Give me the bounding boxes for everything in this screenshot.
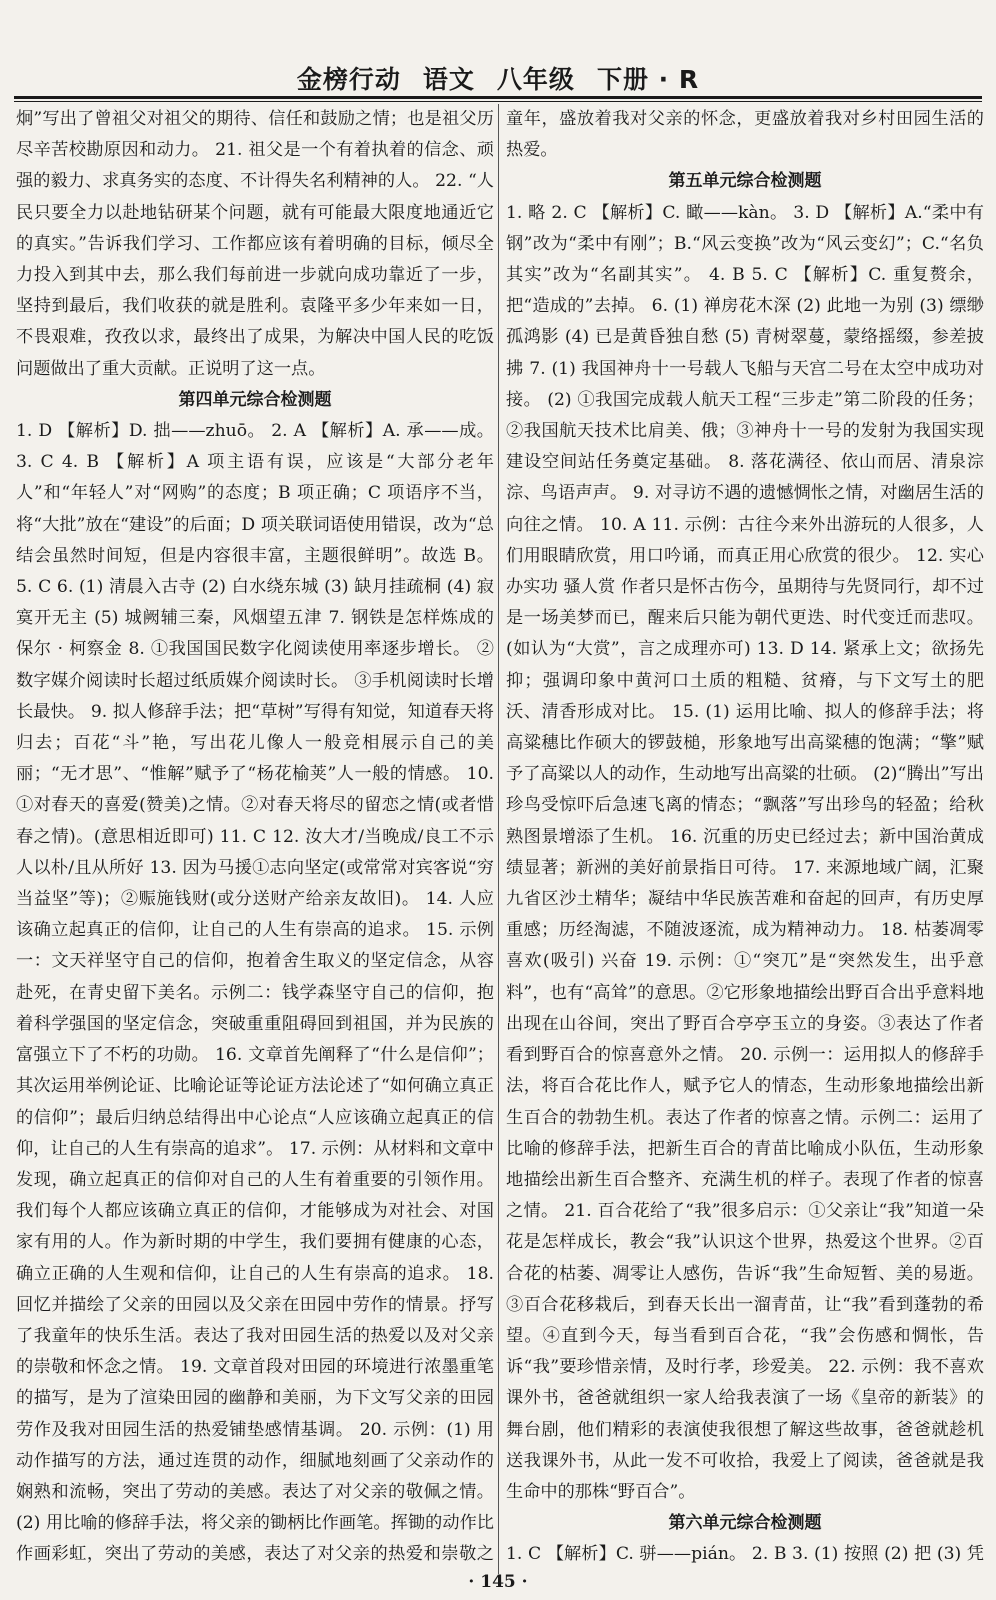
column-divider (498, 104, 499, 1574)
left-column (16, 104, 494, 1574)
unit6-answers: 1. C 【解析】C. 骈——pián。 2. B 3. (1) 按照 (2) 把 (3) 凭 (506, 1544, 984, 1565)
unit4-answers: 1. D 【解析】D. 拙——zhuō。 2. A 【解析】A. 承——成。 3. C 4. B 【解析】A 项主语有误，应该是“大部分老年人”和“年轻人”对“网购”的态度；B 项正确；C 项语序不当，将“大批”放在“建设”的后面；D 项关联词语使用错误，改为“总结会虽然时间短，但是内容很丰富，主题很鲜明”。故选 B。 5. C 6. (1) 清晨入古寺 (2) 白水绕东城 (3) 缺月挂疏桐 (4) 寂寞开无主 (5) 城阙辅三秦，风烟望五津 7. 钢铁是怎样炼成的 保尔 · 柯察金 8. ①我国国民数字化阅读使用率逐步增长。 ②数字媒介阅读时长超过纸质媒介阅读时长。 ③手机阅读时长增长最快。 9. 拟人修辞手法；把“草树”写得有知觉，知道春天将归去；百花“斗”艳，写出花儿像人一般竞相展示自己的美丽；“无才思”、“惟解”赋予了“杨花榆荚”人一般的情感。 10. ①对春天的喜爱(赞美)之情。②对春天将尽的留恋之情(或者惜春之情)。(意思相近即可) 11. C 12. 汝大才/当晚成/良工不示人以朴/且从所好 13. 因为马援①志向坚定(或常常对宾客说“穷当益坚”等)；②赈施钱财(或分送财产给亲友故旧)。 14. 人应该确立起真正的信仰，让自己的人生有崇高的追求。 15. 示例一：文天祥坚守自己的信仰，抱着舍生取义的坚定信念，从容赴死，在青史留下美名。示例二：钱学森坚守自己的信仰，抱着科学强国的坚定信念，突破重重阻碍回到祖国，并为民族的富强立下了不朽的功勋。 16. 文章首先阐释了“什么是信仰”；其次运用举例论证、比喻论证等论证方法论述了“如何确立真正的信仰”；最后归纳总结得出中心论点“人应该确立起真正的信仰，让自己的人生有崇高的追求”。 17. 示例：从材料和文章中发现，确立起真正的信仰对自己的人生有着重要的引领作用。我们每个人都应该确立真正的信仰，才能够成为对社会、对国家有用的人。作为新时期的中学生，我们要拥有健康的心态，确立正确的人生观和信仰，让自己的人生有崇高的追求。 18. 回忆并描绘了父亲的田园以及父亲在田园中劳作的情景。抒写了我童年的快乐生活。表达了我对田园生活的热爱以及对父亲的崇敬和怀念之情。 19. 文章首段对田园的环境进行浓墨重笔的描写，是为了渲染田园的幽静和美丽，为下文写父亲的田园劳作及我对田园生活的热爱铺垫感情基调。 20. 示例：(1) 用动作描写的方法，通过连贯的动作，细腻地刻画了父亲动作的娴熟和流畅，突出了劳动的美感。表达了对父亲的敬佩之情。(2) 用比喻的修辞手法，将父亲的锄柄比作画笔。挥锄的动作比作画彩虹，突出了劳动的美感，表达了对父亲的热爱和崇敬之 (16, 421, 494, 1565)
page-header (0, 60, 996, 100)
book-subject: 语文 (422, 65, 475, 94)
unit4-title: 第四单元综合检测题 (178, 389, 332, 410)
unit6-title: 第六单元综合检测题 (668, 1513, 822, 1534)
left-answers-continued: 炯”写出了曾祖父对祖父的期待、信任和鼓励之情；也是祖父历尽辛苦校勘原因和动力。 21. 祖父是一个有着执着的信念、顽强的毅力、求真务实的态度、不计得失名利精神的人。 22. “人民只要全力以赴地钻研某个问题，就有可能最大限度地通近它的真实。”告诉我们学习、工作都应该有着明确的目标，倾尽全力投入到其中去，那么我们每前进一步就向成功靠近了一步，坚持到最后，我们收获的就是胜利。袁隆平多少年来如一日，不畏艰难，孜孜以求，最终出了成果，为解决中国人民的吃饭问题做出了重大贡献。正说明了这一点。 (16, 109, 494, 379)
unit5-answers: 1. 略 2. C 【解析】C. 瞰——kàn。 3. D 【解析】A.“柔中有钢”改为“柔中有刚”；B.“风云变换”改为“风云变幻”；C.“名负其实”改为“名副其实”。 4. B 5. C 【解析】C. 重复赘余，把“造成的”去掉。 6. (1) 禅房花木深 (2) 此地一为别 (3) 缥缈孤鸿影 (4) 已是黄昏独自愁 (5) 青树翠蔓，蒙络摇缀，参差披拂 7. (1) 我国神舟十一号载人飞船与天宫二号在太空中成功对接。 (2) ①我国完成载人航天工程“三步走”第二阶段的任务；②我国航天技术比肩美、俄；③神舟十一号的发射为我国实现建设空间站任务奠定基础。 8. 落花满径、依山而居、清泉淙淙、鸟语声声。 9. 对寻访不遇的遗憾惆怅之情，对幽居生活的向往之情。 10. A 11. 示例：古往今来外出游玩的人很多，人们用眼睛欣赏，用口吟诵，而真正用心欣赏的很少。 12. 实心办实功 骚人赏 作者只是怀古伤今，虽期待与先贤同行，却不过是一场美梦而已，醒来后只能为朝代更迭、时代变迁而悲叹。(如认为“大赏”，言之成理亦可) 13. D 14. 紧承上文；欲扬先抑；强调印象中黄河口土质的粗糙、贫瘠，与下文写土的肥沃、清香形成对比。 15. (1) 运用比喻、拟人的修辞手法；将高粱穗比作硕大的锣鼓槌，形象地写出高粱穗的饱满；“擎”赋予了高粱以人的动作，生动地写出高粱的壮硕。 (2)“腾出”写出珍鸟受惊吓后急速飞离的情态；“飘落”写出珍鸟的轻盈；给秋熟图景增添了生机。 16. 沉重的历史已经过去；新中国治黄成绩显著；新洲的美好前景指日可待。 17. 来源地域广阔，汇聚九省区沙土精华；凝结中华民族苦难和奋起的回声，有历史厚重感；历经淘滤，不随波逐流，成为精神动力。 18. 枯萎凋零 喜欢(吸引) 兴奋 19. 示例：①“突兀”是“突然发生，出乎意料”，也有“高耸”的意思。②它形象地描绘出野百合出乎意料地出现在山谷间，突出了野百合亭亭玉立的身姿。③表达了作者看到野百合的惊喜意外之情。 20. 示例一：运用拟人的修辞手法，将百合花比作人，赋予它人的情态，生动形象地描绘出新生百合的勃勃生机。表达了作者的惊喜之情。示例二：运用了比喻的修辞手法，把新生百合的青苗比喻成小队伍，生动形象地描绘出新生百合整齐、充满生机的样子。表现了作者的惊喜之情。 21. 百合花给了“我”很多启示：①父亲让“我”知道一朵花是怎样成长，教会“我”认识这个世界，热爱这个世界。②百合花的枯萎、凋零让人感伤，告诉“我”生命短暂、美的易逝。③百合花移栽后，到春天长出一溜青苗，让“我”看到蓬勃的希望。④直到今天，每当看到百合花，“我”会伤感和惆怅，告诉“我”要珍惜亲情，及时行孝，珍爱美。 22. 示例：我不喜欢课外书，爸爸就组织一家人给我表演了一场《皇帝的新装》的舞台剧，他们精彩的表演使我很想了解这些故事，爸爸就趁机送我课外书，从此一发不可收拾，我爱上了阅读，爸爸就是我生命中的那株“野百合”。 (506, 202, 984, 1502)
right-column (506, 104, 984, 1574)
book-grade: 八年级 (496, 65, 575, 94)
book-brand: 金榜行动 (296, 65, 401, 94)
book-volume: 下册 · R (596, 65, 700, 94)
page-number: · 145 · (468, 1572, 528, 1592)
right-answers-continued: 童年，盛放着我对父亲的怀念，更盛放着我对乡村田园生活的热爱。 (506, 109, 984, 161)
header-rule (14, 96, 982, 99)
header-rule-thin (14, 101, 982, 102)
unit5-title: 第五单元综合检测题 (668, 171, 822, 192)
